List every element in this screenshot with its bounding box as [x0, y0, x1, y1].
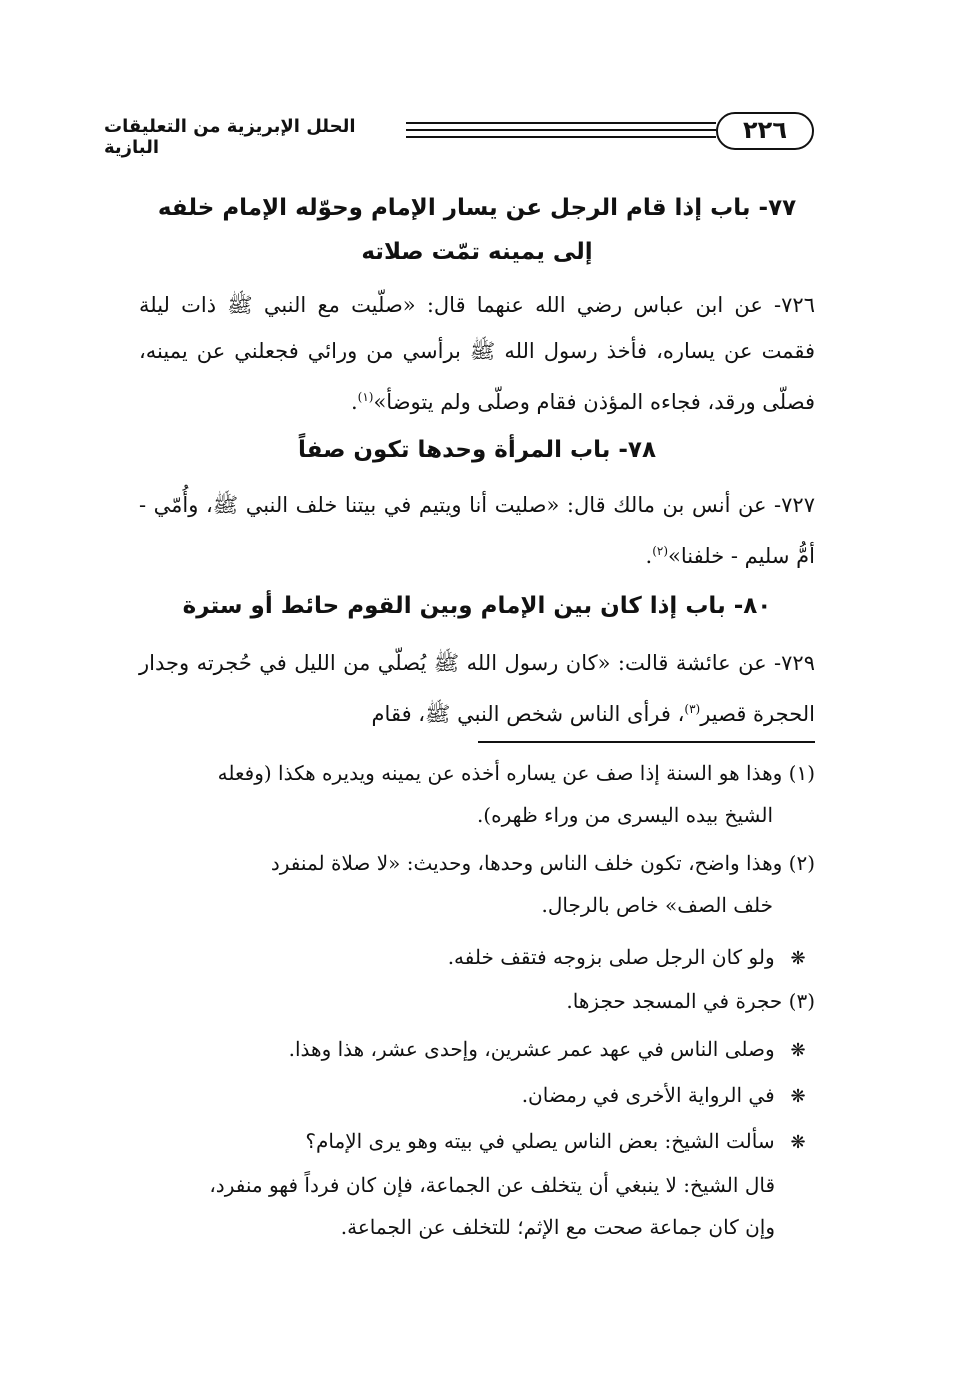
footnote-3-text: (٣) حجرة في المسجد حجزها. — [566, 989, 815, 1013]
footnote-ref-1: (١) — [357, 390, 374, 404]
hadith-726-text: ٧٢٦- عن ابن عباس رضي الله عنهما قال: «صلّيت مع النبي ﷺ ذات ليلة فقمت عن يساره، فأخذ رسول الله ﷺ برأسي من ورائي فجعلني عن يمينه، فصلّى ورقد، فجاءه المؤذن فقام وصلّى ولم يتوضأ» — [139, 293, 815, 414]
page-header — [104, 108, 814, 156]
page-number: ٢٢٦ — [716, 112, 814, 150]
star-ornament-icon: ❋ — [790, 1086, 806, 1107]
note-wife — [131, 936, 815, 980]
note-ramadan-text: في الرواية الأخرى في رمضان. — [521, 1083, 775, 1107]
note-umar — [131, 1028, 815, 1072]
footnote-separator — [478, 741, 815, 743]
note-question-line-a: سألت الشيخ: بعض الناس يصلي في بيته وهو يرى الإمام؟ — [305, 1129, 775, 1153]
note-question-line-c: وإن كان جماعة صحت مع الإثم؛ للتخلف عن الجماعة. — [340, 1215, 775, 1239]
star-ornament-icon: ❋ — [790, 1040, 806, 1061]
hadith-727: ٧٢٧- عن أنس بن مالك قال: «صليت أنا ويتيم في بيتنا خلف النبي ﷺ، وأُمّي - أمُّ سليم - خلفنا»$^{(٢)}$. — [139, 493, 815, 568]
chapter-heading-80: ٨٠- باب إذا كان بين الإمام وبين القوم حائط أو سترة — [182, 593, 772, 619]
footnote-1 — [131, 752, 815, 836]
chapter-heading-78: ٧٨- باب المرأة وحدها تكون صفاً — [298, 437, 656, 463]
hadith-727-text: ٧٢٧- عن أنس بن مالك قال: «صليت أنا ويتيم في بيتنا خلف النبي ﷺ، وأُمّي - أمُّ سليم - خلفنا» — [139, 493, 815, 568]
running-title: الحلل الإبريزية من التعليقات البازية — [104, 116, 356, 158]
footnote-1-line-a: (١) وهذا هو السنة إذا صف عن يساره أخذه عن يمينه ويديره هكذا (وفعله — [217, 761, 815, 785]
note-wife-text: ولو كان الرجل صلى بزوجه فتقف خلفه. — [447, 945, 775, 969]
footnote-ref-2: (٢) — [652, 544, 669, 558]
footnote-3 — [131, 980, 815, 1022]
hadith-729-text-a: ٧٢٩- عن عائشة قالت: «كان رسول الله ﷺ يُصلّي من الليل في حُجرته وجدار الحجرة قصير — [139, 651, 815, 726]
note-ramadan — [131, 1074, 815, 1118]
footnote-2-line-b: خلف الصف» خاص بالرجال. — [541, 893, 773, 917]
star-ornament-icon: ❋ — [790, 1132, 806, 1153]
star-ornament-icon: ❋ — [790, 948, 806, 969]
footnote-2-line-a: (٢) وهذا واضح، تكون خلف الناس وحدها، وحديث: «لا صلاة لمنفرد — [270, 851, 815, 875]
hadith-726: ٧٢٦- عن ابن عباس رضي الله عنهما قال: «صلّيت مع النبي ﷺ ذات ليلة فقمت عن يساره، فأخذ رسول الله ﷺ برأسي من ورائي فجعلني عن يمينه، فصلّى ورقد، فجاءه المؤذن فقام وصلّى ولم يتوضأ»$^{(١)}$. — [139, 293, 815, 414]
footnote-ref-3: (٣) — [684, 702, 701, 716]
note-question — [131, 1120, 815, 1248]
footnote-1-line-b: الشيخ بيده اليسرى من وراء ظهره). — [476, 803, 773, 827]
note-question-line-b: قال الشيخ: لا ينبغي أن يتخلف عن الجماعة، فإن كان فرداً فهو منفرد، — [209, 1173, 775, 1197]
header-rule — [406, 122, 716, 138]
note-umar-text: وصلى الناس في عهد عمر عشرين، وإحدى عشر، هذا وهذا. — [288, 1037, 775, 1061]
footnote-2 — [131, 842, 815, 926]
hadith-729-text-b: ، فرأى الناس شخص النبي ﷺ، فقام — [371, 702, 685, 726]
hadith-729 — [139, 640, 815, 737]
chapter-heading-77: ٧٧- باب إذا قام الرجل عن يسار الإمام وحوّله الإمام خلفه إلى يمينه تمّت صلاته — [157, 195, 797, 265]
